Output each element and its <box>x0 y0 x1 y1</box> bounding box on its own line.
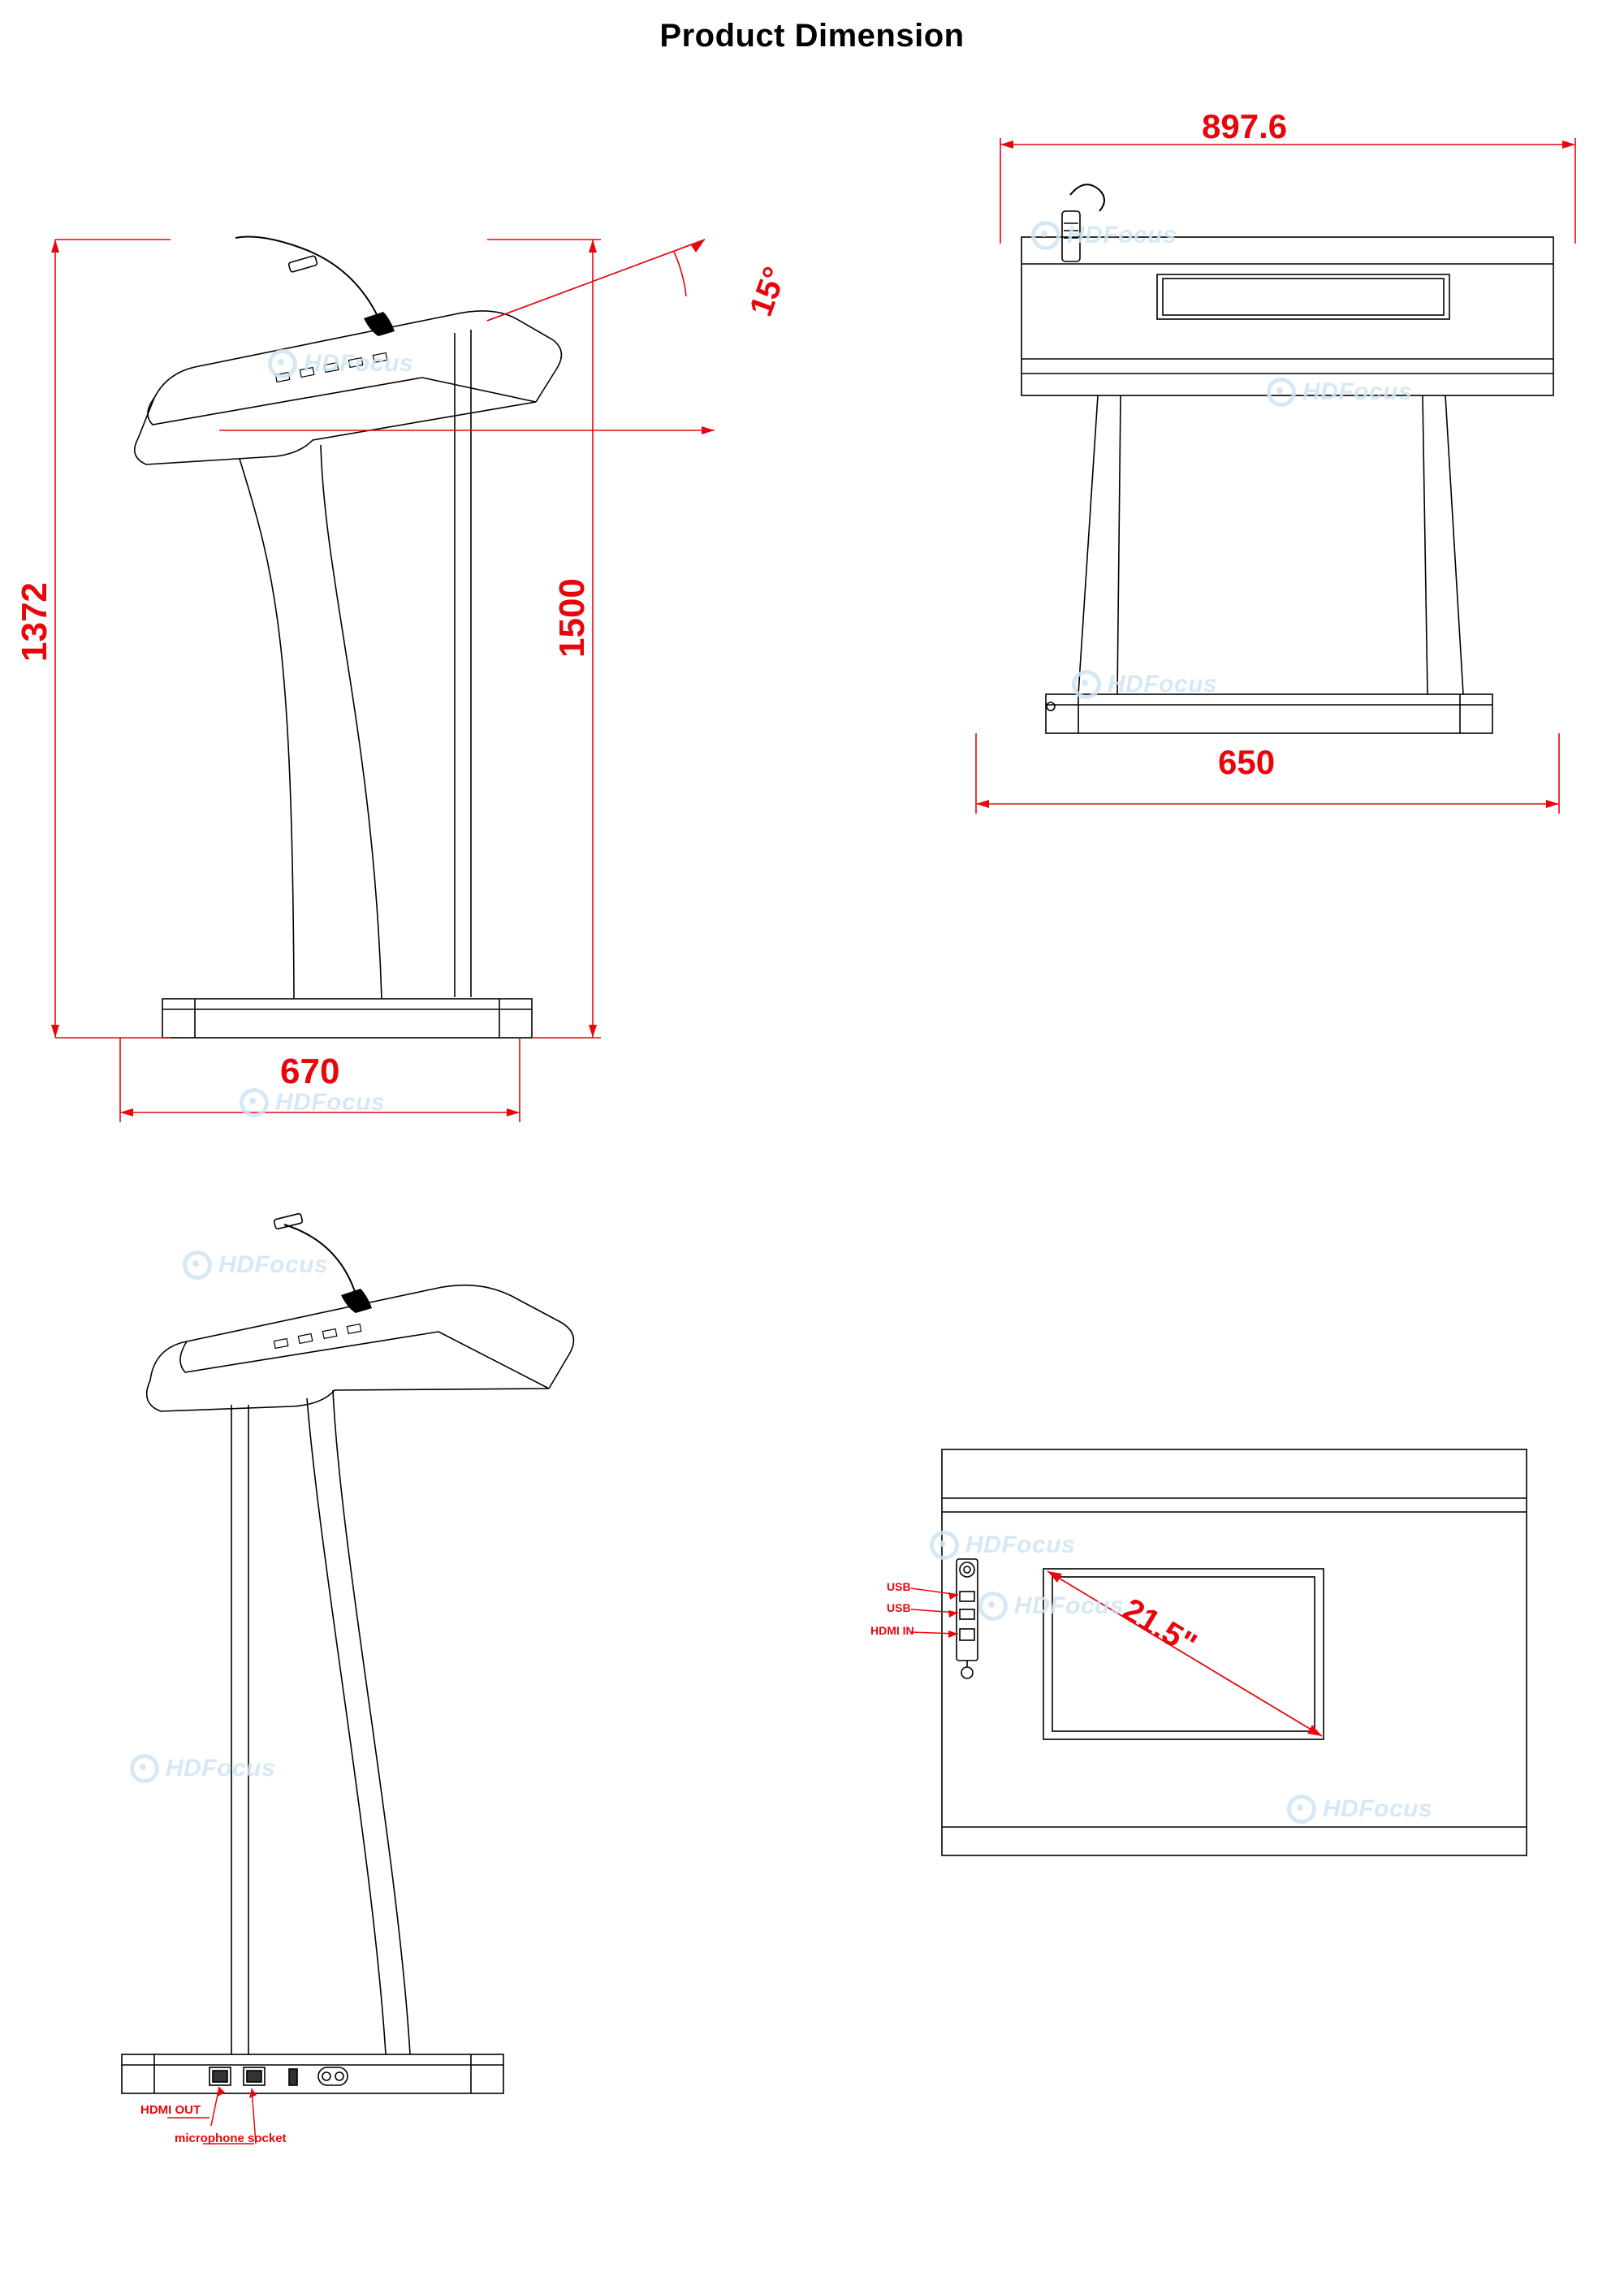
callout-hdmi-in: HDMI IN <box>870 1624 914 1637</box>
watermark-text: HDFocus <box>218 1251 329 1278</box>
watermark-text: HDFocus <box>1302 378 1413 405</box>
rear-view <box>89 1218 739 2233</box>
callout-hdmi-out: HDMI OUT <box>140 2103 201 2117</box>
watermark-text: HDFocus <box>1323 1795 1433 1822</box>
dimension-670: 670 <box>280 1052 340 1091</box>
watermark-text: HDFocus <box>275 1089 386 1116</box>
dimension-1500: 1500 <box>552 578 592 658</box>
watermark-text: HDFocus <box>965 1531 1076 1558</box>
dimension-screen-size: 21.5" <box>1116 1592 1203 1663</box>
dimension-angle-15: 15° <box>743 262 794 322</box>
callout-microphone-socket: microphone socket <box>175 2132 287 2145</box>
watermark-text: HDFocus <box>1108 671 1218 698</box>
watermark-text: HDFocus <box>1067 222 1177 248</box>
dimension-650: 650 <box>1218 743 1276 781</box>
callout-usb-1: USB <box>887 1580 911 1593</box>
watermark-text: HDFocus <box>1014 1592 1125 1619</box>
side-view <box>15 89 794 1116</box>
dimension-897-6: 897.6 <box>1202 107 1288 145</box>
front-view <box>958 89 1608 781</box>
page-title: Product Dimension <box>659 18 965 54</box>
dimension-1372: 1372 <box>15 582 54 662</box>
watermark-text: HDFocus <box>166 1755 276 1782</box>
callout-usb-2: USB <box>887 1601 911 1614</box>
watermark-text: HDFocus <box>304 350 414 377</box>
panel-detail-view <box>870 1437 1559 1957</box>
